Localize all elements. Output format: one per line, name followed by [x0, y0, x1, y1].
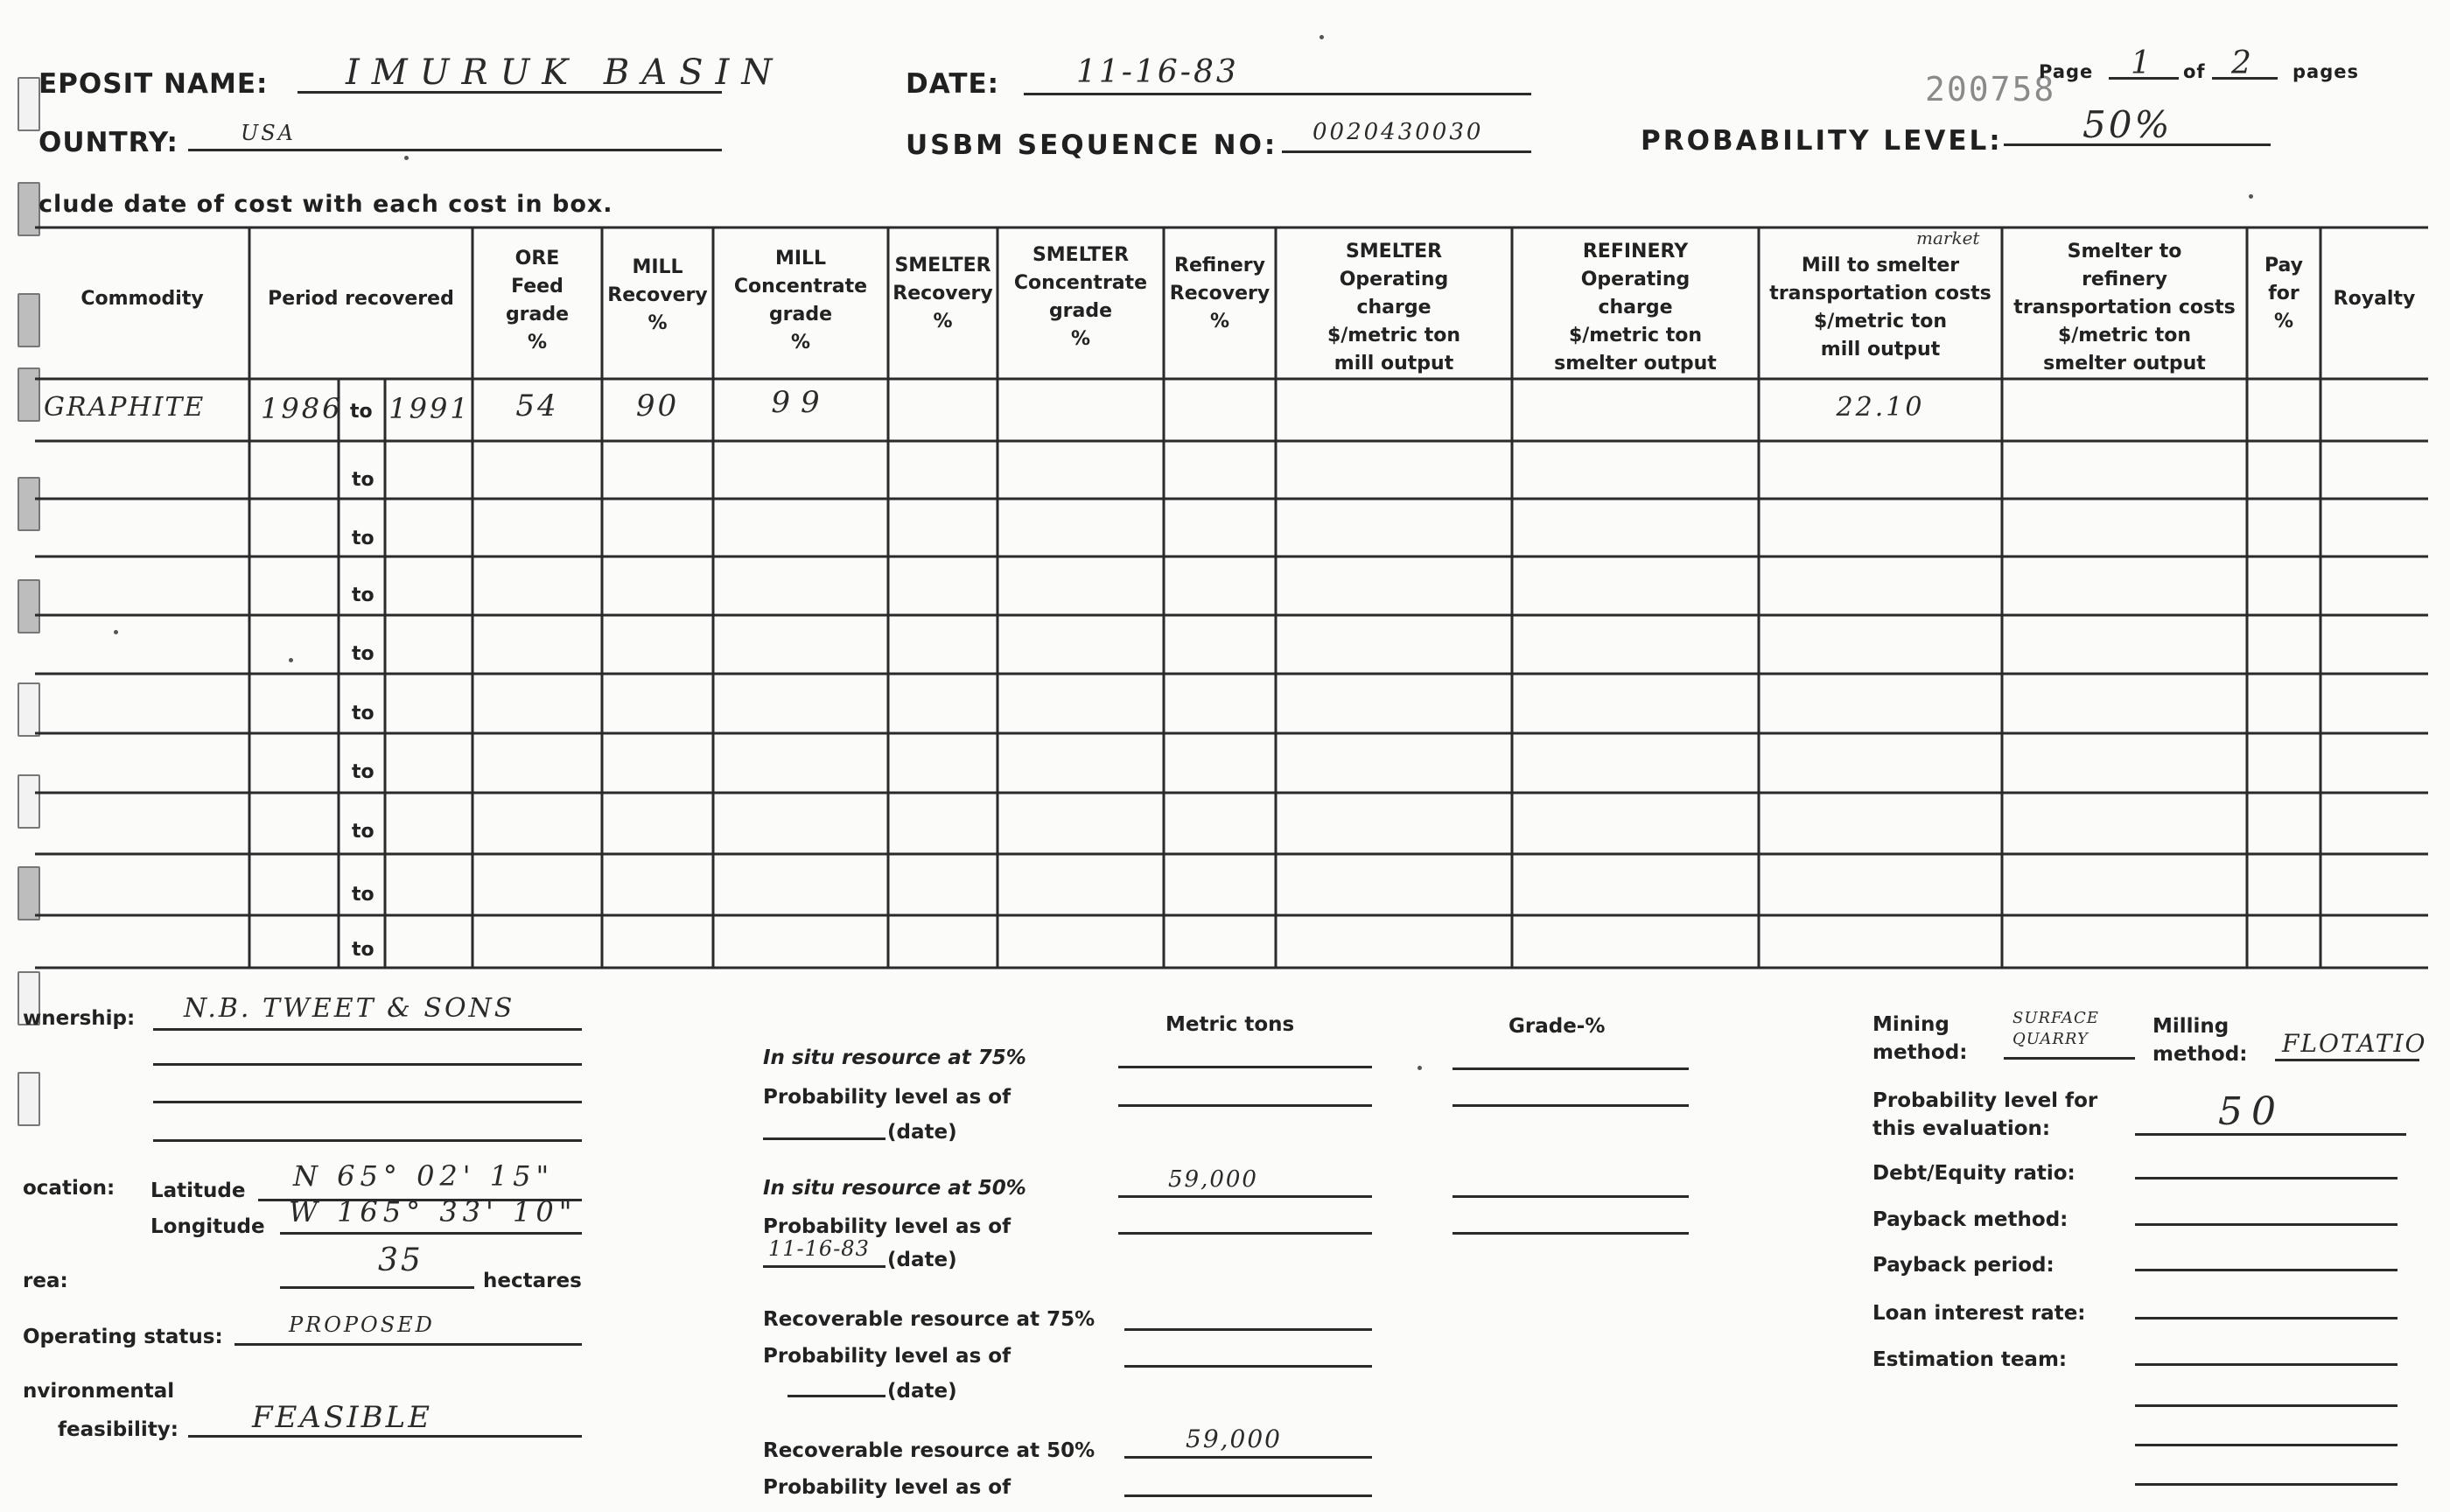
mining-method-line: [2004, 1057, 2135, 1060]
mining-method-label: Mining method:: [1872, 1013, 1968, 1064]
row1-mill-concentrate[interactable]: 99: [771, 385, 830, 420]
in-situ-50-label: In situ resource at 50%: [763, 1177, 1026, 1200]
in-situ-50-tons[interactable]: 59,000: [1168, 1166, 1258, 1193]
debt-equity-label: Debt/Equity ratio:: [1872, 1162, 2076, 1185]
environmental-label: nvironmental: [23, 1380, 175, 1403]
operating-status-line: [234, 1343, 582, 1346]
period-to-label: to: [352, 528, 374, 550]
milling-method-value[interactable]: FLOTATIO: [2282, 1029, 2427, 1058]
scan-speck: [289, 658, 293, 662]
payback-period-line: [2135, 1269, 2398, 1271]
mill-to-insert: market: [1916, 228, 1980, 248]
payback-method-line: [2135, 1223, 2398, 1226]
row1-ore-feed-grade[interactable]: 54: [515, 388, 559, 424]
date-label: DATE:: [906, 68, 1000, 100]
period-to-label: to: [352, 939, 374, 961]
area-line: [280, 1286, 474, 1289]
prob-eval-value[interactable]: 50: [2218, 1089, 2285, 1134]
prob-level-2-label: Probability level as of: [763, 1215, 1012, 1238]
estimation-team-line: [2135, 1363, 2398, 1366]
date-line: [1024, 93, 1531, 95]
prob-level-1-grade-line: [1452, 1104, 1689, 1107]
col-header-smelter-transport: Smelter to refinery transportation costs $/metric ton smelter output: [2013, 241, 2236, 374]
row1-mill-recovery[interactable]: 90: [635, 388, 680, 424]
payback-method-label: Payback method:: [1872, 1208, 2068, 1231]
col-header-smelter-operating: SMELTER Operating charge $/metric ton mill output: [1326, 241, 1461, 374]
cost-note: clude date of cost with each cost in box.: [38, 191, 613, 218]
date-1-line: [763, 1138, 886, 1140]
punch-hole: [18, 1072, 40, 1126]
latitude-value[interactable]: N 65° 02' 15": [293, 1159, 555, 1193]
period-to-label: to: [352, 761, 374, 783]
ownership-value[interactable]: N.B. TWEET & SONS: [184, 993, 515, 1024]
period-to-label: to: [352, 821, 374, 843]
deposit-name-value[interactable]: IMURUK BASIN: [346, 52, 785, 93]
commodity-table: [35, 226, 2428, 970]
usbm-sequence-line: [1282, 150, 1531, 153]
debt-equity-line: [2135, 1177, 2398, 1180]
row1-period-to-label: to: [350, 401, 373, 423]
deposit-name-label: EPOSIT NAME:: [38, 68, 269, 100]
country-line: [188, 149, 722, 151]
page-total[interactable]: 2: [2231, 46, 2254, 81]
date-2-value[interactable]: 11-16-83: [768, 1236, 870, 1261]
usbm-sequence-value[interactable]: 0020430030: [1312, 119, 1484, 145]
recoverable-50-tons[interactable]: 59,000: [1186, 1424, 1282, 1453]
page-of: of: [2183, 61, 2206, 82]
feasibility-line: [188, 1435, 582, 1438]
usbm-sequence-label: USBM SEQUENCE NO:: [906, 130, 1278, 161]
scan-speck: [404, 156, 409, 160]
longitude-label: Longitude: [150, 1215, 265, 1238]
date-3-label: (date): [887, 1380, 957, 1403]
date-1-label: (date): [887, 1121, 957, 1144]
row1-period-to[interactable]: 1991: [388, 392, 471, 425]
col-header-smelter-concentrate: SMELTER Concentrate grade %: [1013, 244, 1148, 350]
area-label: rea:: [23, 1270, 68, 1292]
country-value[interactable]: USA: [241, 121, 296, 145]
milling-method-label: Milling method:: [2152, 1015, 2248, 1066]
in-situ-50-grade-line: [1452, 1195, 1689, 1198]
ownership-line-3: [153, 1101, 582, 1103]
mining-method-value[interactable]: SURFACE QUARRY: [2012, 1009, 2099, 1048]
in-situ-75-grade-line: [1452, 1068, 1689, 1070]
period-to-label: to: [352, 643, 374, 665]
col-header-smelter-recovery: SMELTER Recovery %: [892, 255, 993, 332]
prob-level-1-label: Probability level as of: [763, 1086, 1012, 1109]
page-number[interactable]: 1: [2131, 46, 2153, 81]
estimation-team-line-3: [2135, 1444, 2398, 1446]
col-header-ore-feed-grade: ORE Feed grade %: [505, 248, 570, 354]
prob-level-3-label: Probability level as of: [763, 1345, 1012, 1368]
col-header-commodity: Commodity: [80, 288, 204, 310]
prob-level-2-tons-line: [1118, 1232, 1372, 1235]
feasibility-label: feasibility:: [58, 1418, 178, 1441]
recoverable-75-label: Recoverable resource at 75%: [763, 1308, 1096, 1331]
loan-interest-line: [2135, 1317, 2398, 1320]
recoverable-75-tons-line: [1124, 1328, 1372, 1331]
scan-speck: [2249, 194, 2253, 199]
recoverable-50-label: Recoverable resource at 50%: [763, 1439, 1096, 1462]
milling-method-line: [2275, 1059, 2419, 1061]
feasibility-value[interactable]: FEASIBLE: [252, 1400, 433, 1435]
prob-level-4-label: Probability level as of: [763, 1476, 1012, 1499]
col-header-royalty: Royalty: [2333, 288, 2416, 310]
row1-mill-transport[interactable]: 22.10: [1836, 392, 1925, 423]
col-header-mill-recovery: MILL Recovery %: [607, 256, 708, 334]
area-unit: hectares: [483, 1270, 582, 1292]
country-label: OUNTRY:: [38, 127, 178, 158]
payback-period-label: Payback period:: [1872, 1254, 2054, 1277]
date-value[interactable]: 11-16-83: [1076, 54, 1239, 90]
loan-interest-label: Loan interest rate:: [1872, 1302, 2086, 1325]
date-3-line: [788, 1395, 886, 1397]
ownership-line-2: [153, 1063, 582, 1066]
col-header-pay-for: Pay for %: [2264, 255, 2304, 332]
period-to-label: to: [352, 584, 374, 606]
prob-eval-label: Probability level for this evaluation:: [1872, 1089, 2098, 1140]
page-prefix: Page: [2039, 61, 2094, 82]
ownership-line-4: [153, 1139, 582, 1142]
operating-status-label: Operating status:: [23, 1326, 223, 1348]
location-label: ocation:: [23, 1177, 116, 1200]
metric-tons-header: Metric tons: [1166, 1013, 1295, 1036]
probability-level-value[interactable]: 50%: [2082, 103, 2173, 146]
in-situ-75-tons-line: [1118, 1066, 1372, 1068]
estimation-team-line-2: [2135, 1404, 2398, 1407]
row1-period-from[interactable]: 1986: [261, 392, 343, 425]
period-to-label: to: [352, 469, 374, 491]
col-header-mill-concentrate: MILL Concentrate grade %: [733, 248, 868, 354]
scan-speck: [1320, 35, 1324, 39]
prob-level-3-tons-line: [1124, 1365, 1372, 1368]
row1-commodity[interactable]: GRAPHITE: [44, 392, 206, 423]
page-suffix: pages: [2292, 61, 2359, 82]
longitude-value[interactable]: W 165° 33' 10": [289, 1195, 578, 1228]
col-header-mill-transport: Mill to smelter transportation costs $/metric ton mill output: [1769, 255, 1992, 360]
col-header-refinery-recovery: Refinery Recovery %: [1169, 255, 1270, 332]
probability-level-label: PROBABILITY LEVEL:: [1641, 125, 2003, 157]
date-2-line: [763, 1265, 886, 1268]
period-to-label: to: [352, 703, 374, 724]
ownership-label: wnership:: [23, 1007, 136, 1030]
grade-header: Grade-%: [1508, 1015, 1606, 1038]
in-situ-75-label: In situ resource at 75%: [763, 1046, 1026, 1069]
prob-level-4-tons-line: [1124, 1494, 1372, 1497]
col-header-period: Period recovered: [268, 288, 454, 310]
estimation-team-line-4: [2135, 1483, 2398, 1486]
prob-level-2-grade-line: [1452, 1232, 1689, 1235]
in-situ-50-tons-line: [1118, 1195, 1372, 1198]
prob-level-1-tons-line: [1118, 1104, 1372, 1107]
period-to-label: to: [352, 884, 374, 906]
latitude-label: Latitude: [150, 1180, 246, 1202]
recoverable-50-tons-line: [1124, 1456, 1372, 1459]
area-value[interactable]: 35: [378, 1242, 424, 1278]
date-2-label: (date): [887, 1249, 957, 1271]
punch-hole: [18, 77, 40, 131]
document-number: 200758: [1925, 70, 2056, 108]
longitude-line: [280, 1232, 582, 1235]
ownership-line: [153, 1028, 582, 1031]
operating-status-value[interactable]: PROPOSED: [289, 1312, 435, 1337]
scan-speck: [1418, 1066, 1422, 1070]
col-header-refinery-operating: REFINERY Operating charge $/metric ton smelter output: [1554, 241, 1717, 374]
estimation-team-label: Estimation team:: [1872, 1348, 2068, 1371]
scan-speck: [114, 630, 118, 634]
